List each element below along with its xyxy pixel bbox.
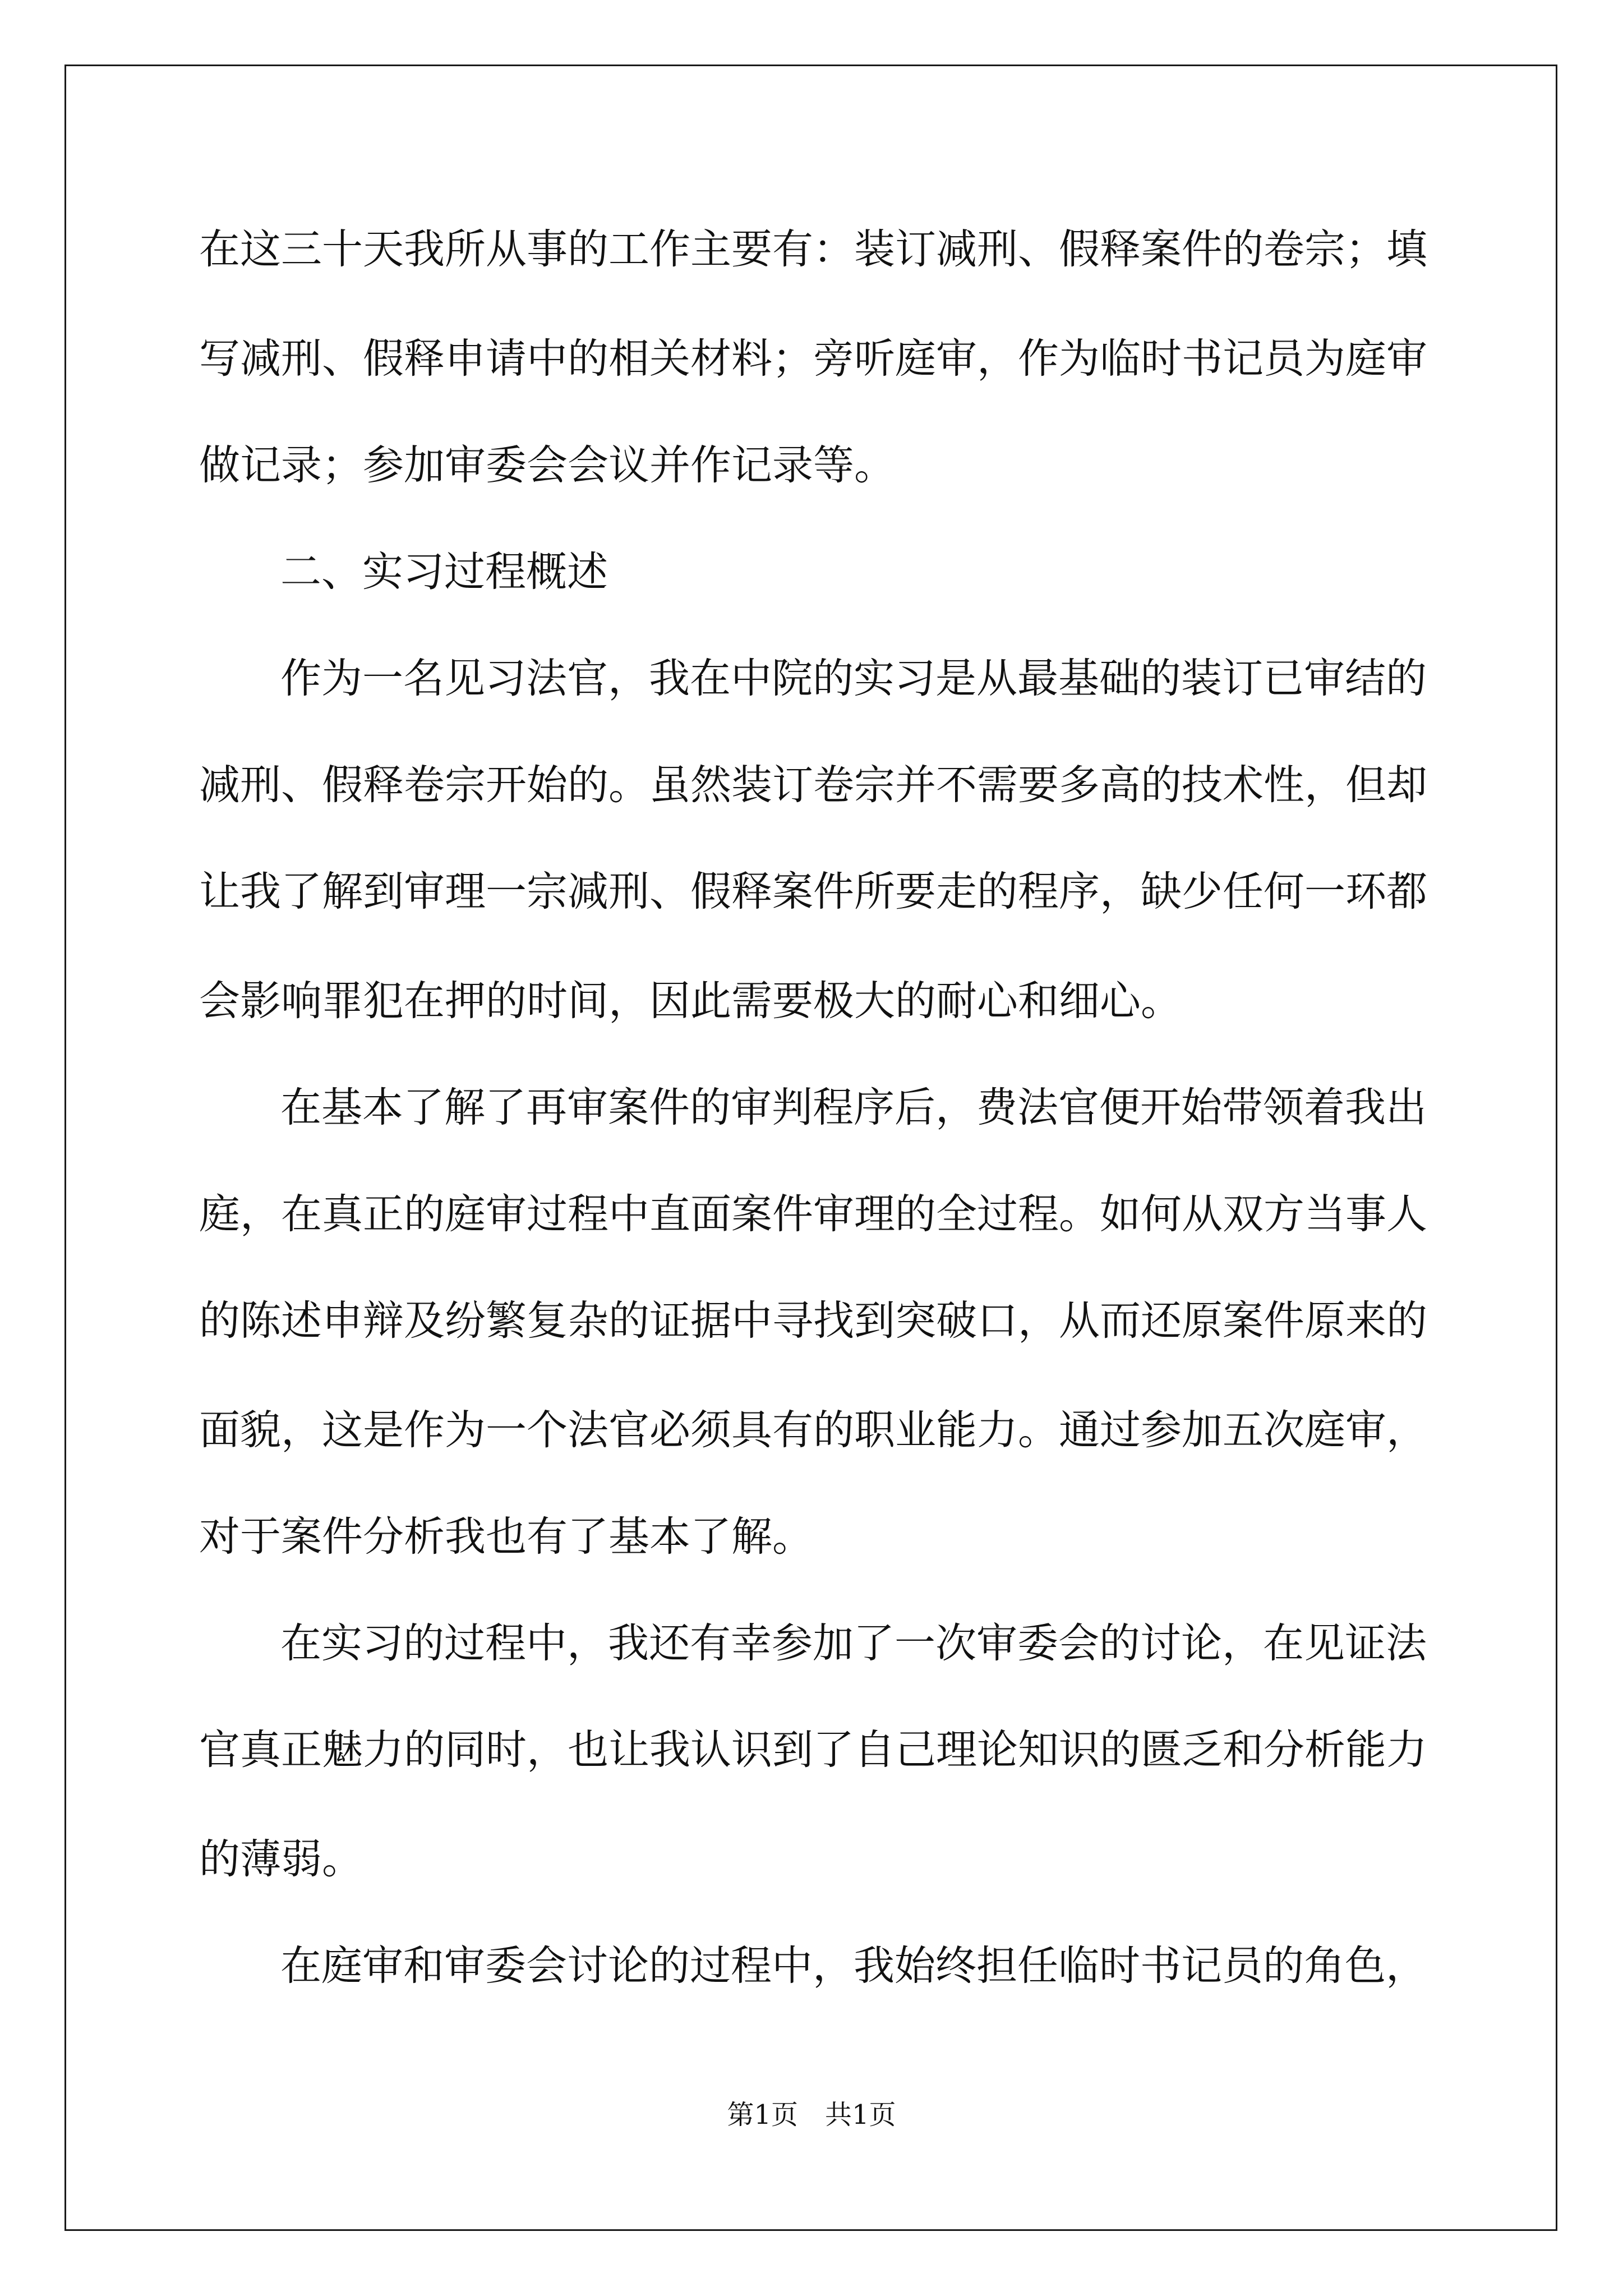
page-number: 第1页 共1页	[727, 2099, 896, 2131]
paragraph-line: 面貌，这是作为一个法官必须具有的职业能力。通过参加五次庭审，	[199, 1406, 1427, 1454]
paragraph-line: 减刑、假释卷宗开始的。虽然装订卷宗并不需要多高的技术性，但却	[199, 761, 1427, 809]
paragraph-line: 写减刑、假释申请中的相关材料；旁听庭审，作为临时书记员为庭审	[199, 335, 1427, 383]
paragraph-line: 做记录；参加审委会会议并作记录等。	[199, 441, 895, 489]
page-border	[64, 65, 1557, 2231]
section-heading: 二、实习过程概述	[280, 548, 608, 596]
paragraph-line: 作为一名见习法官，我在中院的实习是从最基础的装订已审结的	[280, 655, 1427, 702]
paragraph-line: 庭，在真正的庭审过程中直面案件审理的全过程。如何从双方当事人	[199, 1190, 1427, 1238]
paragraph-line: 让我了解到审理一宗减刑、假释案件所要走的程序，缺少任何一环都	[199, 868, 1427, 915]
paragraph-line: 会影响罪犯在押的时间，因此需要极大的耐心和细心。	[199, 977, 1182, 1025]
paragraph-line: 的薄弱。	[199, 1835, 363, 1883]
paragraph-line: 在基本了解了再审案件的审判程序后，费法官便开始带领着我出	[280, 1084, 1427, 1131]
paragraph-line: 在庭审和审委会讨论的过程中，我始终担任临时书记员的角色，	[280, 1942, 1427, 1990]
paragraph-line: 在这三十天我所从事的工作主要有：装订减刑、假释案件的卷宗；填	[199, 226, 1427, 273]
paragraph-line: 在实习的过程中，我还有幸参加了一次审委会的讨论，在见证法	[280, 1619, 1427, 1667]
paragraph-line: 官真正魅力的同时，也让我认识到了自己理论知识的匮乏和分析能力	[199, 1726, 1427, 1774]
paragraph-line: 对于案件分析我也有了基本了解。	[199, 1513, 813, 1561]
paragraph-line: 的陈述申辩及纷繁复杂的证据中寻找到突破口，从而还原案件原来的	[199, 1297, 1427, 1345]
